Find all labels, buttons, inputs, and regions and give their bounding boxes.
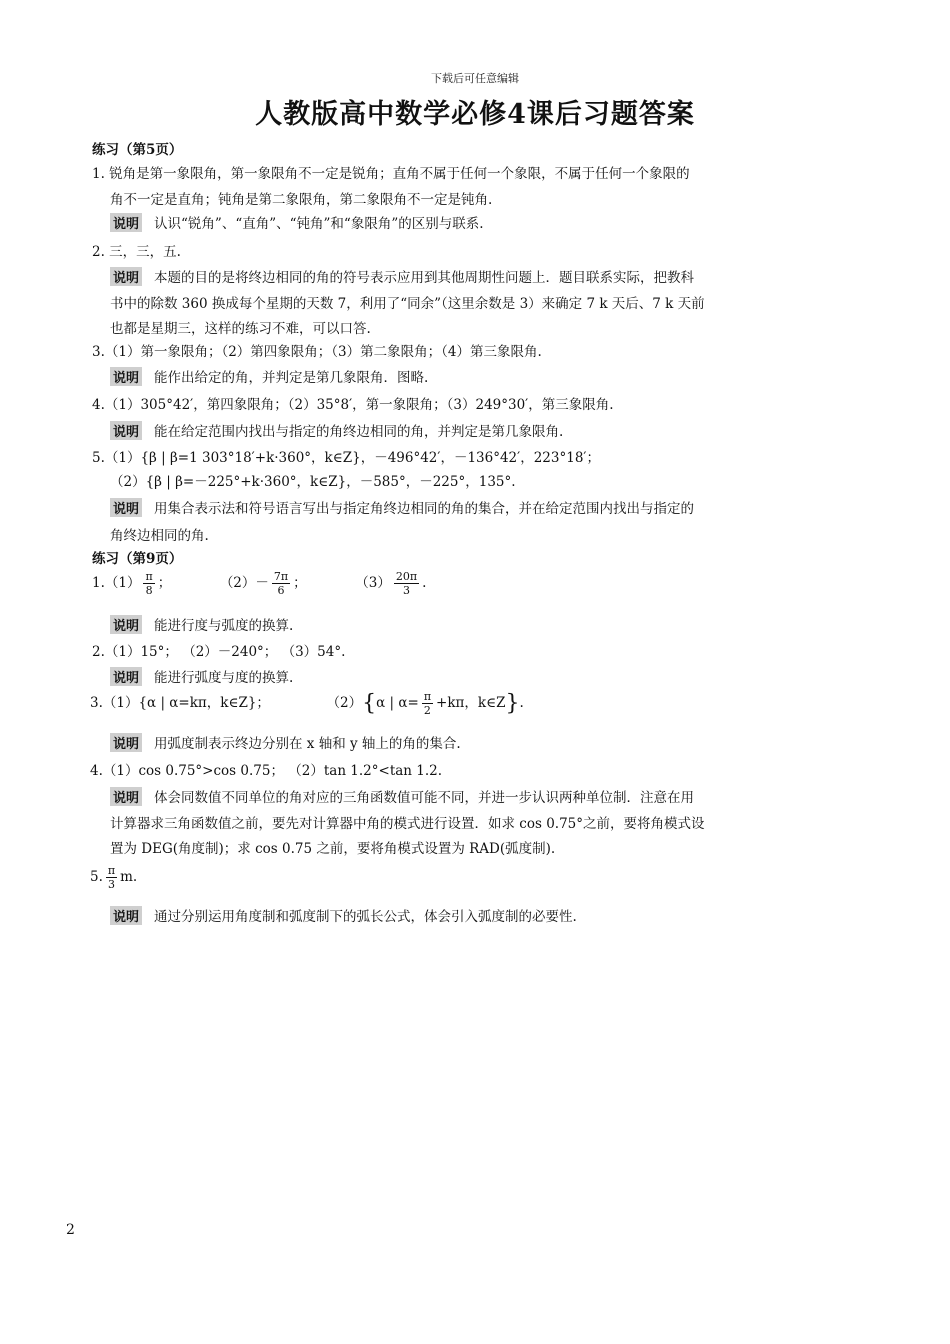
answer-line: 1. 锐角是第一象限角，第一象限角不一定是锐角；直角不属于任何一个象限，不属于任何一个象限的	[92, 166, 690, 182]
fraction	[106, 864, 117, 891]
answer-line: 2. 三，三，五.	[92, 244, 181, 260]
right-brace-icon: }	[505, 691, 520, 716]
note-line	[110, 366, 428, 386]
fraction-numerator: π	[423, 690, 432, 703]
note-line	[110, 266, 694, 286]
answer-lead: 1.（1）	[92, 575, 141, 591]
answer-line: （2）{β | β=－225°+k·360°，k∈Z}，－585°，－225°，135°.	[110, 474, 516, 490]
note-text: 能进行度与弧度的换算.	[154, 618, 294, 634]
note-tag: 说明	[110, 498, 142, 517]
note-tag: 说明	[110, 667, 142, 686]
answer-lead: 5.	[90, 869, 103, 885]
set-expression: α | α=	[376, 695, 419, 711]
fraction-numerator: 7π	[273, 570, 289, 583]
fraction	[394, 570, 419, 597]
fraction-numerator: 20π	[395, 570, 418, 583]
answer-part: （3）	[355, 575, 391, 591]
fraction	[422, 690, 433, 717]
note-text: 通过分别运用角度制和弧度制下的弧长公式，体会引入弧度制的必要性.	[154, 909, 577, 925]
note-tag: 说明	[110, 367, 142, 386]
note-line	[110, 420, 563, 440]
left-brace-icon: {	[362, 691, 377, 716]
note-text: 书中的除数 360 换成每个星期的天数 7，利用了“同余”（这里余数是 3）来确定 7 k 天后、7 k 天前	[110, 296, 705, 312]
note-text: 体会同数值不同单位的角对应的三角函数值可能不同，并进一步认识两种单位制．注意在用	[154, 790, 695, 806]
separator: ；	[293, 575, 307, 591]
note-text: 认识“锐角”、“直角”、“钝角”和“象限角”的区别与联系.	[154, 216, 484, 232]
answer-line: 4.（1）305°42′，第四象限角；（2）35°8′，第一象限角；（3）249°30′，第三象限角.	[92, 397, 614, 413]
fraction-numerator: π	[145, 570, 153, 583]
fraction-denominator: 3	[108, 878, 115, 891]
note-text: 也都是星期三，这样的练习不难，可以口答.	[110, 321, 371, 337]
note-text: 用弧度制表示终边分别在 x 轴和 y 轴上的角的集合.	[154, 736, 461, 752]
separator: ；	[157, 575, 172, 591]
fraction	[143, 570, 154, 597]
note-tag: 说明	[110, 733, 142, 752]
note-line	[110, 905, 577, 925]
note-tag: 说明	[110, 787, 142, 806]
fraction-denominator: 6	[277, 584, 285, 597]
note-line	[110, 212, 484, 232]
note-text: 计算器求三角函数值之前，要先对计算器中角的模式进行设置．如求 cos 0.75°之前，要将角模式设	[110, 816, 705, 832]
note-line	[110, 732, 461, 752]
page-number: 2	[66, 1222, 75, 1238]
section-heading-page5: 练习（第5页）	[92, 142, 183, 158]
answer-line	[92, 570, 426, 597]
answer-line	[90, 864, 137, 891]
note-tag: 说明	[110, 615, 142, 634]
note-text: 角终边相同的角.	[110, 528, 209, 544]
answer-end: m.	[120, 869, 138, 885]
page-title: 人教版高中数学必修4课后习题答案	[255, 99, 695, 130]
note-tag: 说明	[110, 906, 142, 925]
answer-part: （2）	[326, 695, 363, 711]
note-line	[110, 666, 293, 686]
answer-line: 角不一定是直角；钝角是第二象限角，第二象限角不一定是钝角.	[110, 192, 493, 208]
answer-end: .	[422, 575, 427, 591]
header-note: 下载后可任意编辑	[431, 72, 519, 85]
answer-line: 3.（1）第一象限角；（2）第四象限角；（3）第二象限角；（4）第三象限角.	[92, 344, 542, 360]
answer-line	[90, 690, 524, 717]
section-heading-page9: 练习（第9页）	[92, 551, 183, 567]
note-text: 能作出给定的角，并判定是第几象限角．图略.	[154, 370, 429, 386]
note-line	[110, 786, 694, 806]
note-text: 用集合表示法和符号语言写出与指定角终边相同的角的集合，并在给定范围内找出与指定的	[154, 501, 695, 517]
note-text: 能在给定范围内找出与指定的角终边相同的角，并判定是第几象限角.	[154, 424, 564, 440]
note-line	[110, 614, 293, 634]
fraction-denominator: 2	[423, 704, 431, 717]
note-text: 能进行弧度与度的换算.	[154, 670, 294, 686]
answer-line: 5.（1）{β | β=1 303°18′+k·360°，k∈Z}，－496°42′，－136°42′，223°18′；	[92, 450, 600, 466]
answer-part: 3.（1）{α | α=kπ，k∈Z}；	[90, 695, 270, 711]
note-text: 本题的目的是将终边相同的角的符号表示应用到其他周期性问题上．题目联系实际，把教科	[154, 270, 695, 286]
answer-part: （2）－	[219, 575, 269, 591]
set-expression: +kπ，k∈Z	[436, 695, 506, 711]
answer-line: 4.（1）cos 0.75°>cos 0.75； （2）tan 1.2°<tan 1.2.	[90, 763, 443, 779]
answer-end: .	[519, 695, 524, 711]
note-line	[110, 497, 694, 517]
note-text: 置为 DEG(角度制)；求 cos 0.75 之前，要将角模式设置为 RAD(弧度制).	[110, 841, 556, 857]
fraction-denominator: 8	[145, 584, 153, 597]
note-tag: 说明	[110, 213, 142, 232]
answer-line: 2.（1）15°； （2）－240°； （3）54°.	[92, 644, 346, 660]
note-tag: 说明	[110, 267, 142, 286]
fraction-denominator: 3	[402, 584, 410, 597]
fraction-numerator: π	[107, 864, 116, 877]
fraction	[272, 570, 290, 597]
note-tag: 说明	[110, 421, 142, 440]
